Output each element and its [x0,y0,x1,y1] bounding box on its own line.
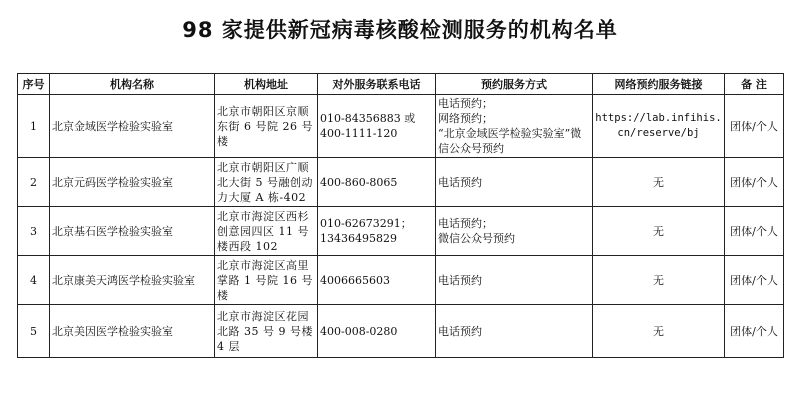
cell-address: 北京市朝阳区广顺北大街 5 号融创动力大厦 A 栋-402 [215,158,318,207]
cell-note: 团体/个人 [725,207,784,256]
cell-name: 北京美因医学检验实验室 [50,305,215,358]
cell-phone [318,256,436,305]
cell-phone [318,305,436,358]
cell-address: 北京市海淀区西杉创意园四区 11 号楼西段 102 [215,207,318,256]
header-phone: 对外服务联系电话 [318,74,436,95]
cell-address: 北京市朝阳区京顺东街 6 号院 26 号楼 [215,95,318,158]
cell-address: 北京市海淀区花园北路 35 号 9 号楼 4 层 [215,305,318,358]
cell-link: 无 [593,256,725,305]
institution-table [17,73,784,358]
booking-line: 电话预约； [438,97,493,110]
phone-line: 13436495829 [320,232,397,245]
cell-index: 4 [18,256,50,305]
booking-line: 微信公众号预约 [438,232,515,245]
cell-link: 无 [593,158,725,207]
cell-booking [436,256,593,305]
table-row [18,256,784,305]
phone-line: 4006665603 [320,273,390,287]
cell-phone [318,95,436,158]
cell-index: 3 [18,207,50,256]
header-address: 机构地址 [215,74,318,95]
table-row [18,158,784,207]
cell-link: 无 [593,305,725,358]
cell-booking [436,305,593,358]
cell-phone [318,207,436,256]
cell-note: 团体/个人 [725,256,784,305]
booking-line: 电话预约 [438,324,482,338]
cell-note: 团体/个人 [725,305,784,358]
cell-name: 北京基石医学检验实验室 [50,207,215,256]
cell-note: 团体/个人 [725,95,784,158]
table-row [18,305,784,358]
cell-index: 2 [18,158,50,207]
cell-name: 北京金域医学检验实验室 [50,95,215,158]
phone-line: 400-008-0280 [320,324,398,338]
header-index: 序号 [18,74,50,95]
phone-line: 010-84356883 或 [320,112,416,125]
cell-address: 北京市海淀区高里掌路 1 号院 16 号楼 [215,256,318,305]
table-header-row [18,74,784,95]
phone-line: 010-62673291； [320,217,412,230]
header-link: 网络预约服务链接 [593,74,725,95]
cell-link: 无 [593,207,725,256]
cell-index: 5 [18,305,50,358]
cell-note: 团体/个人 [725,158,784,207]
header-note: 备 注 [725,74,784,95]
cell-name: 北京康美天鸿医学检验实验室 [50,256,215,305]
document-title: 98 家提供新冠病毒核酸检测服务的机构名单 [182,18,618,42]
cell-booking [436,207,593,256]
table-row [18,207,784,256]
cell-index: 1 [18,95,50,158]
booking-line: “北京金域医学检验实验室”微信公众号预约 [438,127,582,155]
cell-booking [436,158,593,207]
cell-link[interactable]: https://lab.infihis.cn/reserve/bj [593,95,725,158]
booking-line: 电话预约 [438,175,482,189]
booking-line: 电话预约 [438,273,482,287]
header-name: 机构名称 [50,74,215,95]
phone-line: 400-1111-120 [320,127,398,140]
booking-line: 网络预约； [438,112,493,125]
cell-phone [318,158,436,207]
cell-booking [436,95,593,158]
header-booking: 预约服务方式 [436,74,593,95]
table-row [18,95,784,158]
phone-line: 400-860-8065 [320,175,398,189]
cell-name: 北京元码医学检验实验室 [50,158,215,207]
booking-line: 电话预约； [438,217,493,230]
